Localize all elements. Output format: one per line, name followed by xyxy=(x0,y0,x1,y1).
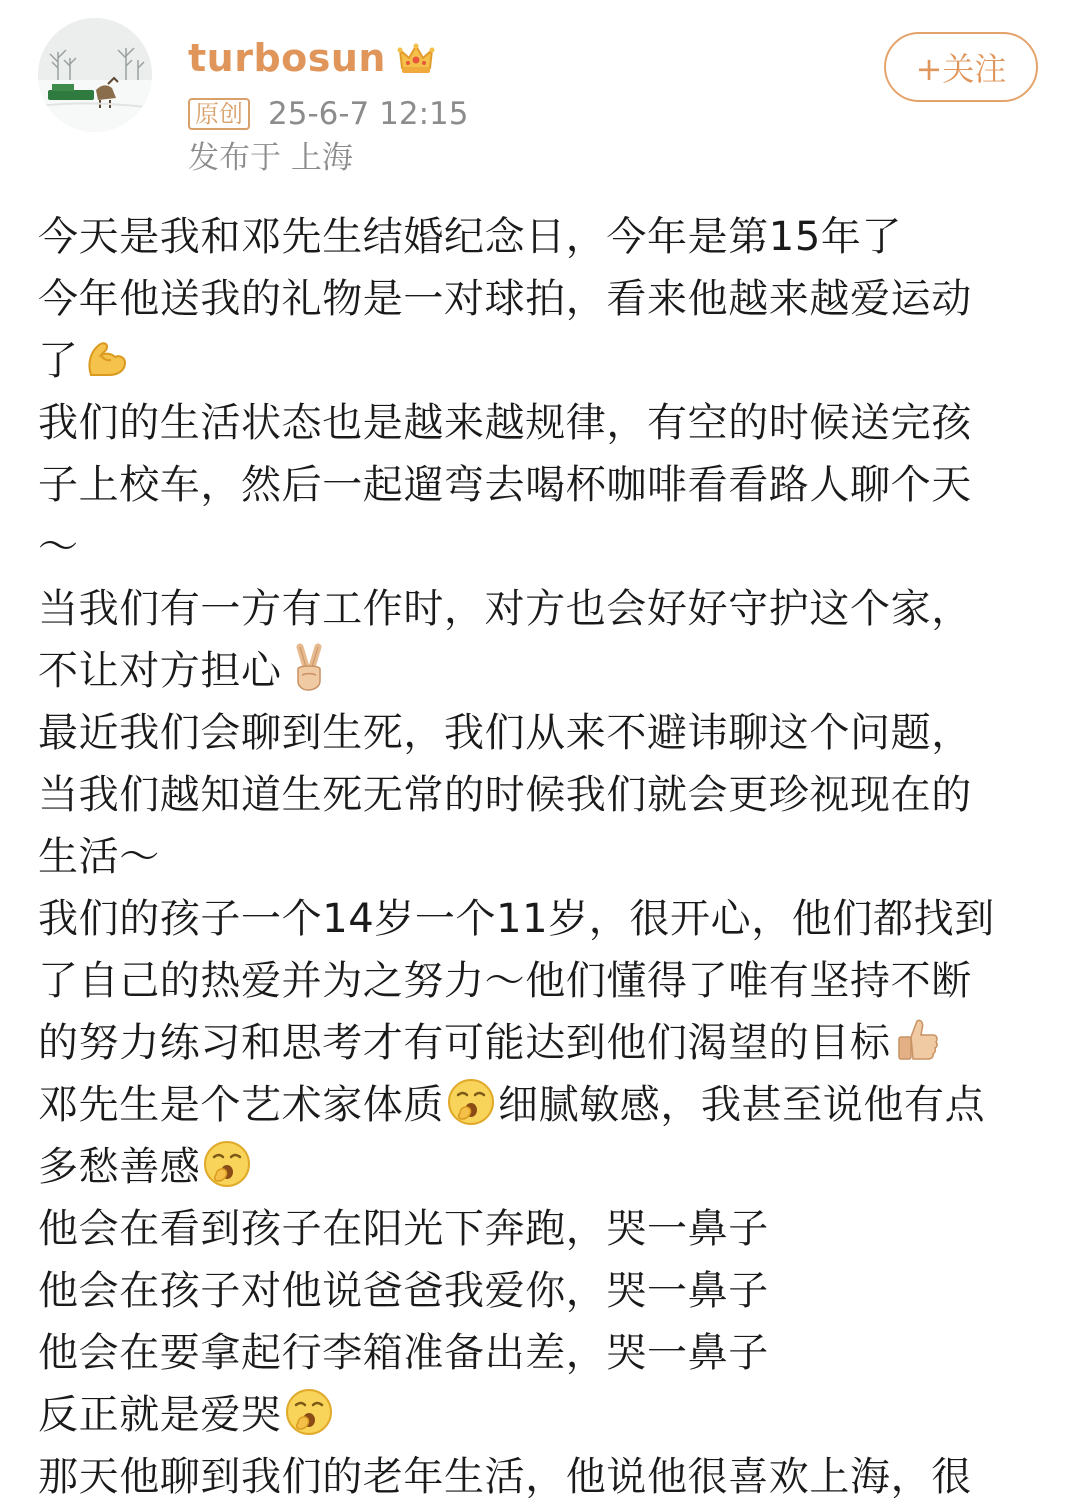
post-line-text: 当我们有一方有工作时，对方也会好好守护这个家， xyxy=(38,586,972,632)
post-line xyxy=(38,1260,1048,1322)
flexed-biceps-icon xyxy=(81,333,131,383)
post-line-text: 今天是我和邓先生结婚纪念日，今年是第15年了 xyxy=(38,214,903,260)
post-line xyxy=(38,826,1048,888)
avatar-image xyxy=(38,18,152,132)
post-line xyxy=(38,578,1048,640)
post-line-text: 了 xyxy=(38,338,79,384)
original-badge: 原创 xyxy=(188,98,250,130)
post-line-text: 他会在要拿起行李箱准备出差，哭一鼻子 xyxy=(38,1330,769,1376)
post-line xyxy=(38,1136,1048,1198)
post-line xyxy=(38,1198,1048,1260)
post-line xyxy=(38,950,1048,1012)
post-meta xyxy=(188,94,468,134)
post-line-text-continued: 细腻敏感，我甚至说他有点 xyxy=(498,1082,986,1128)
post-line-text: 生活～ xyxy=(38,834,160,880)
post-line-text: 当我们越知道生死无常的时候我们就会更珍视现在的 xyxy=(38,772,972,818)
post-line xyxy=(38,516,1048,578)
post-line-text: 今年他送我的礼物是一对球拍，看来他越来越爱运动 xyxy=(38,276,972,322)
post-timestamp: 25-6-7 12:15 xyxy=(268,96,469,132)
victory-hand-icon xyxy=(284,643,334,693)
post-line xyxy=(38,1446,1048,1504)
post-line-text: 我们的生活状态也是越来越规律，有空的时候送完孩 xyxy=(38,400,972,446)
post-line-text: 他会在孩子对他说爸爸我爱你，哭一鼻子 xyxy=(38,1268,769,1314)
crown-icon xyxy=(396,38,436,78)
yawning-face-icon xyxy=(446,1077,496,1127)
post-line-text: 不让对方担心 xyxy=(38,648,282,694)
post-line-text: 我们的孩子一个14岁一个11岁，很开心，他们都找到 xyxy=(38,896,995,942)
post-line xyxy=(38,1074,1048,1136)
yawning-face-icon xyxy=(284,1387,334,1437)
username-row xyxy=(188,30,436,86)
username[interactable]: turbosun xyxy=(188,36,386,80)
post-line xyxy=(38,764,1048,826)
post-line xyxy=(38,330,1048,392)
post-line-text: 邓先生是个艺术家体质 xyxy=(38,1082,444,1128)
post-line-text: 他会在看到孩子在阳光下奔跑，哭一鼻子 xyxy=(38,1206,769,1252)
yawning-face-icon xyxy=(202,1139,252,1189)
thumbs-up-icon xyxy=(893,1015,943,1065)
post-line xyxy=(38,454,1048,516)
post-line xyxy=(38,702,1048,764)
follow-button[interactable]: +关注 xyxy=(884,32,1038,102)
avatar[interactable] xyxy=(38,18,152,132)
post-body xyxy=(38,206,1048,1504)
post-line-text: 子上校车，然后一起遛弯去喝杯咖啡看看路人聊个天 xyxy=(38,462,972,508)
post-line xyxy=(38,1012,1048,1074)
post-line xyxy=(38,268,1048,330)
post-line-text: 了自己的热爱并为之努力～他们懂得了唯有坚持不断 xyxy=(38,958,972,1004)
post-line xyxy=(38,392,1048,454)
post-line xyxy=(38,640,1048,702)
post-line-text: 多愁善感 xyxy=(38,1144,201,1190)
post-line-text: ～ xyxy=(38,524,79,570)
post-line-text: 的努力练习和思考才有可能达到他们渴望的目标 xyxy=(38,1020,891,1066)
post-line xyxy=(38,206,1048,268)
post-line-text: 反正就是爱哭 xyxy=(38,1392,282,1438)
post-line-text: 最近我们会聊到生死，我们从来不避讳聊这个问题， xyxy=(38,710,972,756)
post-line-text: 那天他聊到我们的老年生活，他说他很喜欢上海，很 xyxy=(38,1454,972,1500)
post-line xyxy=(38,1384,1048,1446)
post-line xyxy=(38,888,1048,950)
post-location: 发布于 上海 xyxy=(188,140,353,176)
post-line xyxy=(38,1322,1048,1384)
